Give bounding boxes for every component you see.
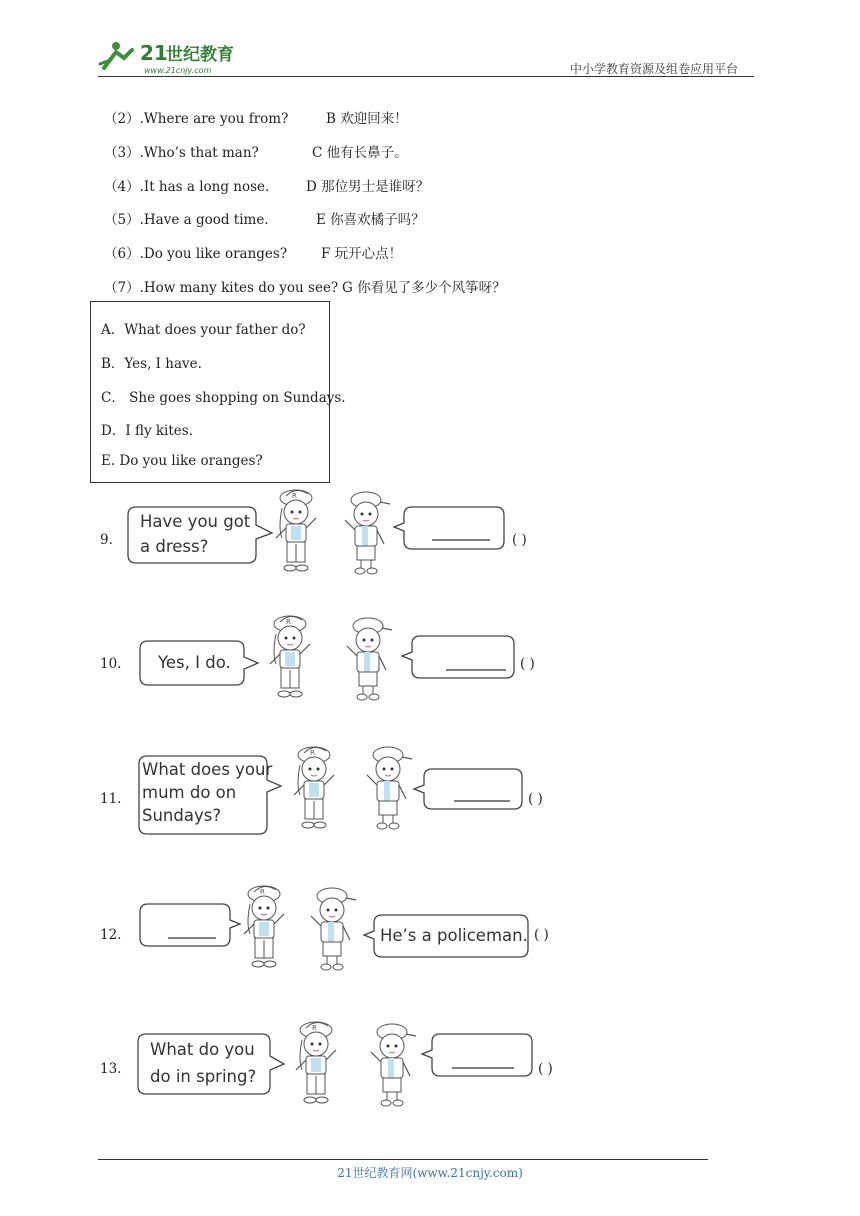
answer-bubble-right xyxy=(398,507,506,549)
option-c: C． She goes shopping on Sundays. xyxy=(101,390,346,406)
match-left: （7）.How many kites do you see? xyxy=(104,280,339,296)
children-illustration xyxy=(290,745,420,849)
match-right: F 玩开心点！ xyxy=(321,246,403,262)
answer-bubble-left xyxy=(140,904,236,946)
answer-blank[interactable]: ( ) xyxy=(528,791,543,807)
speech-bubble-left xyxy=(128,507,278,563)
bubble-line: Have you got xyxy=(140,512,251,531)
svg-text:www.21cnjy.com: www.21cnjy.com xyxy=(144,66,212,75)
question-number: 13. xyxy=(100,1061,122,1077)
answer-blank[interactable]: ( ) xyxy=(538,1061,553,1077)
children-illustration xyxy=(272,488,402,592)
footer-divider xyxy=(98,1159,708,1160)
speech-bubble-left xyxy=(139,756,285,834)
question-number: 12. xyxy=(100,927,122,943)
match-right: E 你喜欢橘子吗？ xyxy=(316,212,425,228)
bubble-line: Yes, I do. xyxy=(158,653,231,672)
option-d: D．I fly kites. xyxy=(101,423,194,439)
question-number: 10. xyxy=(100,656,122,672)
answer-blank[interactable]: ( ) xyxy=(520,656,535,672)
answer-bubble-right xyxy=(426,1034,534,1076)
svg-text:世纪教育: 世纪教育 xyxy=(166,45,234,65)
answer-blank[interactable]: ( ) xyxy=(512,532,527,548)
match-row-4 xyxy=(104,175,430,195)
match-left: （4）.It has a long nose. xyxy=(104,179,270,195)
option-a: A．What does your father do? xyxy=(101,322,306,338)
bubble-line: What does your xyxy=(142,760,273,779)
children-illustration xyxy=(292,1020,422,1124)
bubble-line: He’s a policeman. xyxy=(380,926,528,945)
option-b: B．Yes, I have. xyxy=(101,356,202,372)
question-number: 9. xyxy=(100,532,113,548)
speech-bubble-left xyxy=(140,641,260,685)
svg-text:21: 21 xyxy=(140,41,168,65)
match-right: B 欢迎回来！ xyxy=(326,111,408,127)
match-left: （5）.Have a good time. xyxy=(104,212,269,228)
platform-title: 中小学教育资源及组卷应用平台 xyxy=(570,62,739,76)
match-right: G 你看见了多少个风筝呀？ xyxy=(342,280,506,296)
bubble-line: Sundays? xyxy=(142,806,222,825)
match-right: D 那位男士是谁呀？ xyxy=(306,179,430,195)
match-row-5 xyxy=(104,208,425,228)
match-row-7 xyxy=(104,276,506,296)
match-right: C 他有长鼻子。 xyxy=(312,145,408,161)
bubble-line: do in spring? xyxy=(150,1067,257,1086)
option-e: E. Do you like oranges? xyxy=(101,453,263,469)
bubble-line: a dress? xyxy=(140,537,209,556)
header-divider xyxy=(98,76,754,77)
match-row-6 xyxy=(104,242,403,262)
footer-link[interactable]: 21世纪教育网(www.21cnjy.com) xyxy=(337,1166,523,1180)
options-box xyxy=(90,301,346,483)
match-left: （2）.Where are you from? xyxy=(104,111,289,127)
site-logo xyxy=(96,38,266,78)
children-illustration xyxy=(266,614,401,718)
speech-bubble-left xyxy=(138,1034,288,1094)
children-illustration xyxy=(240,884,370,988)
match-left: （3）.Who’s that man? xyxy=(104,145,259,161)
answer-bubble-right xyxy=(418,769,524,809)
match-left: （6）.Do you like oranges? xyxy=(104,246,288,262)
match-row-2 xyxy=(104,107,408,127)
bubble-line: mum do on xyxy=(142,783,237,802)
speech-bubble-right xyxy=(368,915,530,957)
match-row-3 xyxy=(104,141,408,161)
answer-bubble-right xyxy=(406,636,516,678)
answer-blank[interactable]: ( ) xyxy=(534,927,549,943)
bubble-line: What do you xyxy=(150,1040,255,1059)
question-number: 11. xyxy=(100,791,122,807)
